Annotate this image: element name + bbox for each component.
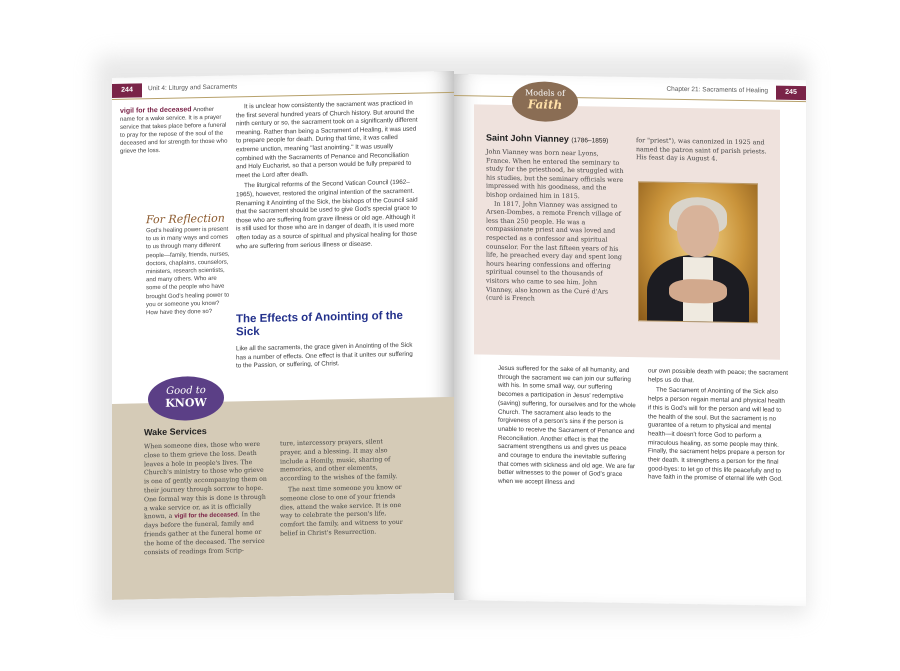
paragraph: our own possible death with peace; the sacrament helps us do that. bbox=[648, 367, 789, 384]
paragraph: ture, intercessory prayers, silent prayer, and a blessing. It may also include a Homily, music, sharing of memories, and other elements, according to the wishes of the family. bbox=[280, 438, 398, 483]
saint-dates: (1786–1859) bbox=[571, 137, 609, 145]
right-page bbox=[454, 74, 806, 606]
gtk-text-before: When someone dies, those who were close to them grieve the loss. Death leaves a hole in people's lives. The Church's ministry to those who grieve is one of gently accompanying them on their journey through sorrow to hope. One formal way this is done is through a wake service or, as it is officially known, a bbox=[144, 440, 267, 521]
saint-name: Saint John Vianney bbox=[486, 132, 569, 145]
paragraph: The Sacrament of Anointing of the Sick also helps a person regain mental and physical health if this is God's will for the person and will lead to the health of the soul. But the sacrament is no guarantee of a return to physical and mental health—it doesn't force God to perform a miraculous healing, as some people may think. Finally, the sacrament helps prepare a person for their death. It strengthens a person for the final good-byes: to let go of this life peacefully and to have faith in the promise of eternal life with God. bbox=[648, 386, 785, 484]
portrait-hands bbox=[669, 279, 727, 304]
paragraph: In 1817, John Vianney was assigned to Arsen-Dombes, a remote French village of less than 250 people. He was a compassionate priest and was loved and respected as a confessor and spiritual counselor. For the last fifteen years of his life, he preached every day and spent long hours hearing confessions and offering spiritual counsel to the thousands of visitors who came to see him. John Vianney, also known as the Curé d'Ars (curé is French bbox=[486, 200, 622, 303]
reflection-title: For Reflection bbox=[146, 211, 225, 227]
paragraph: The liturgical reforms of the Second Vatican Council (1962–1965), however, restored the original intention of the sacrament. Renaming it Anointing of the Sick, the bishops of the Council said that the sacrament should be used to give God's special grace to those who are suffering from grave illness or old age. Although it is still used for those who are in danger of death, it is used more often today as a source of spiritual and physical healing for those who are suffering from serious illness or disease. bbox=[236, 179, 418, 250]
page-number: 244 bbox=[112, 83, 142, 98]
sidebar-glossary-term bbox=[120, 106, 228, 156]
gtk-text-after: . In the days before the funeral, family and friends gather at the funeral home or the home of the deceased. The service consists of readings from Scrip- bbox=[144, 511, 265, 556]
reflection-body: God's healing power is present to us in many ways and comes to us through many different people—family, friends, nurses, doctors, chaplains, counselors, ministers, research scientists, and many others. Who are some of the people who have brought God's healing power to you or someone you know? How have they done so? bbox=[146, 226, 230, 317]
paragraph: It is unclear how consistently the sacrament was practiced in the first several hundred years of Church history. But around the ninth century or so, the sacrament took on a significantly different meaning. Rather than being a Sacrament of Healing, it was used to prepare people for death. During that time, it was called extreme unction, meaning "last anointing." It was usually combined with the Sacraments of Penance and Reconciliation and Holy Eucharist, so that a person would be fully prepared to meet the Lord after death. bbox=[236, 99, 418, 180]
saint-portrait-image bbox=[638, 181, 758, 323]
body-text-col1: Jesus suffered for the sake of all humanity, and through the sacrament we can join our suffering with his. In some small way, our suffering becomes a participation in Jesus' redemptive (saving) suffering, for ourselves and for the whole Church. The sacrament also leads to the forgiveness of a person's sins if the person is unable to receive the Sacrament of Penance and Reconciliation. Another effect is that the sacrament strengthens us and gives us peace and courage to endure the inevitable suffering that comes with sickness and old age. We are far better witnesses to the power of God's grace when we accept illness and bbox=[498, 364, 636, 487]
saint-heading bbox=[486, 133, 608, 145]
badge-line1: Models of bbox=[525, 88, 565, 98]
main-text-column bbox=[236, 100, 418, 254]
models-of-faith-badge bbox=[512, 81, 578, 122]
running-head: Unit 4: Liturgy and Sacraments bbox=[148, 83, 238, 93]
good-to-know-title: Wake Services bbox=[144, 426, 207, 438]
header-rule bbox=[454, 95, 806, 102]
good-to-know-col2 bbox=[280, 438, 404, 541]
section-heading: The Effects of Anointing of the Sick bbox=[236, 309, 403, 339]
good-to-know-col1 bbox=[144, 441, 270, 558]
left-page bbox=[112, 71, 454, 600]
page-number: 245 bbox=[776, 86, 806, 101]
badge-line2: KNOW bbox=[165, 396, 207, 410]
glossary-definition: Another name for a wake service. It is a prayer service that takes place before a funeral to pray for the repose of the soul of the deceased and for strength for those who grieve the loss. bbox=[120, 106, 228, 155]
body-text-col2 bbox=[648, 367, 788, 487]
saint-bio-col2: for "priest"), was canonized in 1925 and named the patron saint of parish priests. His feast day is August 4. bbox=[636, 137, 767, 163]
badge-line1: Good to bbox=[166, 385, 206, 397]
glossary-term: vigil for the deceased bbox=[120, 106, 192, 115]
paragraph: John Vianney was born near Lyons, France. When he entered the seminary to study for the priesthood, he struggled with his studies, but the seminary officials were impressed with his goodness, and the bishop ordained him in 1815. bbox=[486, 148, 624, 201]
portrait-face bbox=[677, 205, 719, 258]
running-head: Chapter 21: Sacraments of Healing bbox=[666, 85, 768, 95]
header-rule bbox=[112, 92, 454, 100]
badge-line2: Faith bbox=[527, 97, 563, 112]
section-body: Like all the sacraments, the grace given in Anointing of the Sick has a number of effects. One effect is that it unites our suffering to the Passion, or suffering, of Christ. bbox=[236, 341, 413, 370]
gtk-term: vigil for the deceased bbox=[174, 511, 238, 521]
paragraph: The next time someone you know or someone close to one of your friends dies, attend the wake service. It is one way to celebrate the person's life, comfort the family, and witness to your belief in Christ's Resurrection. bbox=[280, 483, 403, 538]
saint-bio-col1 bbox=[486, 149, 624, 306]
